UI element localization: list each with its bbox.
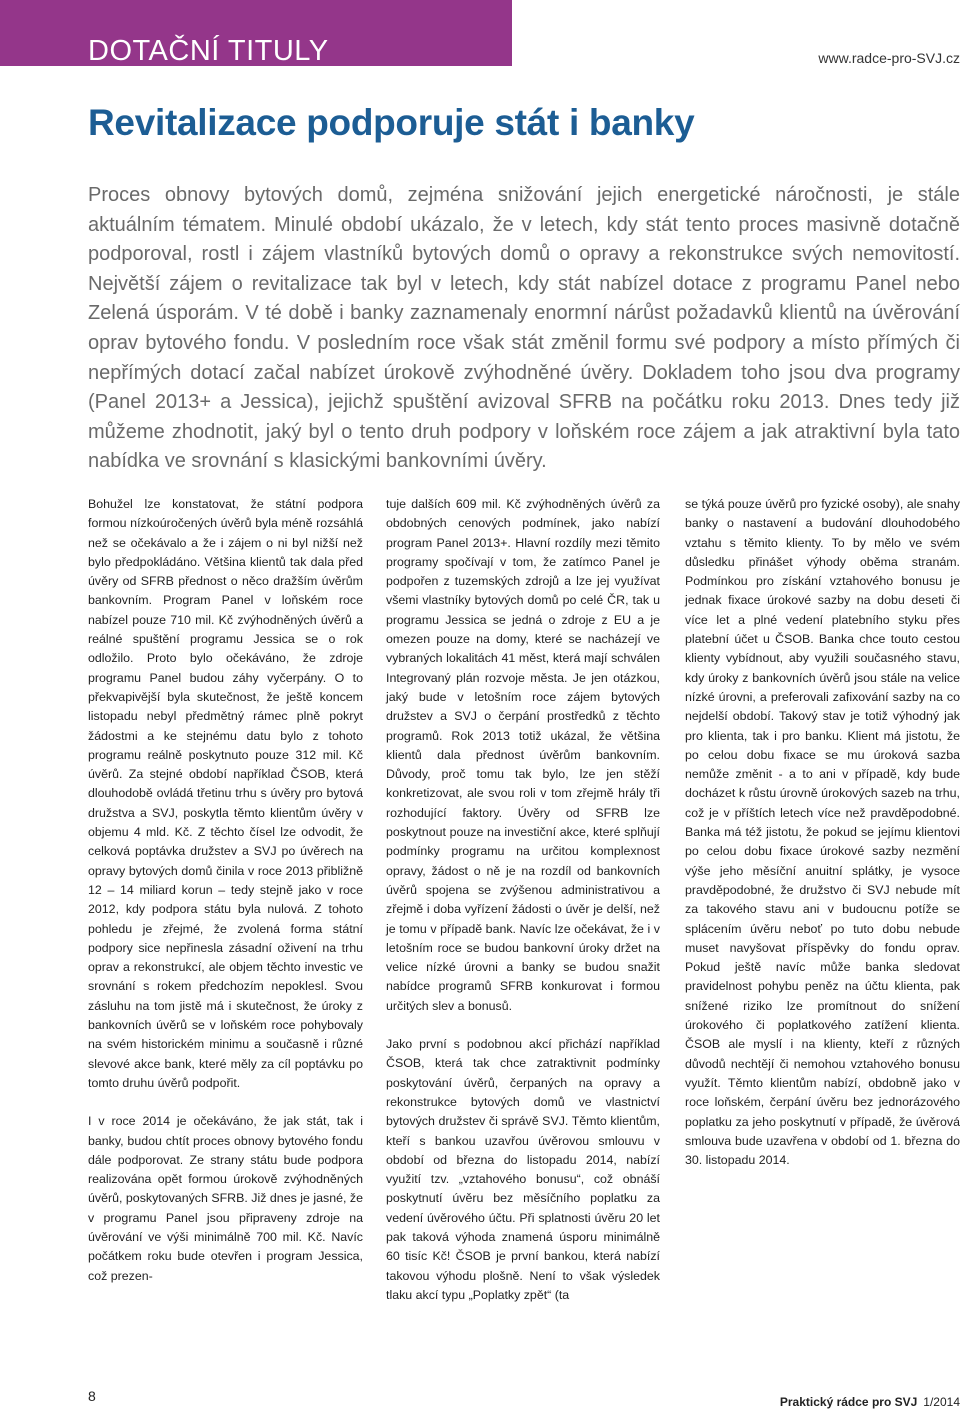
- publication-footer: [780, 1395, 960, 1409]
- lead-sentence: V té době i banky zaznamenaly enormní nárůst požadavků klientů na úvěrování oprav bytového fondu.: [88, 302, 960, 354]
- publication-name: Praktický rádce pro SVJ: [779, 1395, 918, 1409]
- lead-sentence: V posledním roce však stát změnil formu své podpory a místo přímých či nepřímých dotací začal nabízet úrokově zvýhodněné úvěry.: [88, 331, 960, 384]
- article-lead: [88, 181, 960, 477]
- lead-sentence: Dnes tedy již můžeme zhodnotit, jaký byl o tento druh podpory v loňském roce zájem a jak atraktivní byla tato nabídka ve srovnání s klasickými bankovními úvěry.: [88, 391, 960, 473]
- lead-sentence: Dokladem toho jsou dva programy (Panel 2013+ a Jessica), jejichž spuštění avizoval SFRB na počátku roku 2013.: [88, 361, 960, 414]
- paragraph: I v roce 2014 je očekáváno, že jak stát, tak i banky, budou chtít proces obnovy bytového fondu dále podporovat. Ze strany státu bude podpora realizována opět formou úrokově zvýhodněných úvěrů, poskytovaných SFRB. Již dnes je jasné, že v programu Panel jsou připraveny zdroje na úvěrování ve výši minimálně 700 mil. Kč. Navíc počátkem roku bude otevřen i program Jessica, což prezen-: [88, 1114, 363, 1283]
- page-number: 8: [88, 1388, 96, 1404]
- website-url[interactable]: www.radce-pro-SVJ.cz: [818, 50, 960, 66]
- paragraph: Bohužel lze konstatovat, že státní podpora formou nízkoúročených úvěrů byla méně rozsáhlá než se očekávalo a že i zájem o ni byl nižší než bylo předpokládáno. Většina klientů tak dala před úvěry od SFRB přednost o něco dražším úvěrům bankovním. Program Panel v loňském roce nabízel pouze 710 mil. Kč zvýhodněných úvěrů a reálné spuštění programu Jessica se o rok odložilo. Proto bylo očekáváno, že zdroje programu Panel budou záhy vyčerpány. O to překvapivější byla skutečnost, že ještě koncem listopadu nebyl předmětný rámec plně pokryt žádostmi a ke stejnému datu bylo z tohoto programu reálně poskytnuto pouze 312 mil. Kč úvěrů. Za stejné období například ČSOB, která dlouhodobě ovládá třetinu trhu s úvěry pro bytová družstva a SVJ, poskytla těmto klientům úvěry v objemu 4 mld. Kč. Z těchto čísel lze odvodit, že celková poptávka družstev a SVJ po úvěrech na opravy bytových domů činila v roce 2013 přibližně 12 – 14 miliard korun – tedy stejně jako v roce 2012, kdy podpora státu byla nulová. Z tohoto pohledu je zřejmé, že zvolená forma státní podpory sice nepřinesla zásadní oživení na trhu oprav a rekonstrukcí, ale objem těchto investic ve srovnání s rokem předchozím nepoklesl. Svou zásluhu na tom jistě má i skutečnost, že úroky z bankovních úvěrů se v loňském roce pohybovaly na svém historickém minimu a současně i různé slevové akce bank, které měly za cíl poptávku po tomto druhu úvěrů podpořit.: [88, 497, 363, 1090]
- paragraph: Jako první s podobnou akcí přichází například ČSOB, která tak chce zatraktivnit podmínky poskytování úvěrů, čerpaných na opravy a rekonstrukce bytových domů ve vlastnictví bytových družstev či správě SVJ. Těmto klientům, kteří s bankou uzavřou úvěrovou smlouvu v období od března do listopadu 2014, nabízí využití tzv. „vztahového bonusu“, což obnáší poskytnutí úvěru bez měsíčního poplatku za vedení úvěrového účtu. Při splatnosti úvěru 20 let pak taková výhoda znamená úsporu minimálně 60 tisíc Kč! ČSOB je první bankou, která nabízí takovou výhodu plošně. Není to však výsledek tlaku akcí typu „Poplatky zpět“ (ta: [386, 1037, 660, 1302]
- body-column-2: [386, 495, 660, 1305]
- lead-sentence: Proces obnovy bytových domů, zejména snižování jejich energetické náročnosti, je stále aktuálním tématem.: [88, 184, 960, 236]
- issue-number: 1/2014: [923, 1395, 960, 1409]
- body-column-3: [685, 495, 960, 1170]
- paragraph: se týká pouze úvěrů pro fyzické osoby), ale snahy banky o nastavení a budování dlouhodobého vztahu s těmito klienty. To by mělo ve svém důsledku přinášet výhody oběma stranám. Podmínkou pro získání vztahového bonusu je jednak fixace úrokové sazby na dobu deseti či více let a plné vedení platebního styku přes platební účet u ČSOB. Banka chce touto cestou klienty vybídnout, aby využili současného stavu, kdy úroky z bankovních úvěrů jsou stále na velice nízké úrovni, a preferovali zafixování sazby na co nejdelší období. Takový stav je totiž výhodný jak pro klienta, tak i pro banku. Klient má jistotu, že po celou dobu fixace se mu úroková sazba nemůže změnit - a to ani v případě, kdy bude docházet k růstu úrovně úrokových sazeb na trhu, což je v příštích letech více než pravděpodobné. Banka má též jistotu, že pokud se jejímu klientovi po celou dobu fixace úrokové sazby nezmění výše jeho měsíční anuitní splátky, je vysoce pravděpodobné, že družstvo či SVJ nebude mít za takového stavu ani v budoucnu potíže se splácením úvěru neboť po tuto dobu nebude muset navyšovat příspěvky do fondu oprav. Pokud ještě navíc může banka sledovat pravidelnost pohybu peněz na účtu klienta, pak snížené riziko lze promítnout do snížení úrokového či poplatkového zatížení klienta. ČSOB ale myslí i na klienty, kteří z různých důvodů nechtějí či nemohou vztahového bonusu využít. Těmto klientům nabízí, obdobně jako v roce loňském, čerpání úvěru bez jednorázového poplatku za jeho poskytnutí v případě, že úvěrová smlouva bude uzavřena v období od 1. března do 30. listopadu 2014.: [685, 497, 960, 1168]
- article-headline: Revitalizace podporuje stát i banky: [88, 102, 695, 143]
- paragraph: tuje dalších 609 mil. Kč zvýhodněných úvěrů za obdobných cenových podmínek, jako nabízí program Panel 2013+. Hlavní rozdíly mezi těmito programy spočívají v tom, že zatímco Panel je podpořen z tuzemských zdrojů a lze jej využívat všemi vlastníky bytových domů po celé ČR, tak u programu Jessica se jedná o zdroje z EU a je omezen pouze na domy, které se nacházejí ve vybraných lokalitách 41 měst, která mají schválen Integrovaný plán rozvoje města. Je jen otázkou, jaký bude v letošním roce zájem bytových družstev a SVJ o čerpání prostředků z těchto programů. Rok 2013 totiž ukázal, že většina klientů dala přednost úvěrům bankovním. Důvody, proč tomu tak bylo, lze jen stěží konkretizovat, ale svou roli v tom zřejmě hrály tři rozhodující faktory. Úvěry od SFRB lze poskytnout pouze na investiční akce, které splňují podmínky programu na určitou komplexnost opravy, žádost o ně je na rozdíl od bankovních úvěrů spojena se zvýšenou administrativou a zřejmě i doba vyřízení žádosti o úvěr je delší, než je tomu v případě bank. Navíc lze očekávat, že i v letošním roce se budou bankovní úroky držet na velice nízké úrovni a banky se budou snažit nabídce programů SFRB konkurovat i formou určitých slev a bonusů.: [386, 497, 660, 1013]
- section-title: DOTAČNÍ TITULY: [88, 35, 329, 67]
- body-column-1: [88, 495, 363, 1286]
- lead-sentence: Minulé období ukázalo, že v letech, kdy stát tento proces masivně dotačně podporoval, rostl i zájem vlastníků bytových domů o opravy a rekonstrukce svých nemovitostí.: [88, 213, 960, 266]
- lead-sentence: Největší zájem o revitalizace tak byl v letech, kdy stát nabízel dotace z programu Panel nebo Zelená úsporám.: [88, 272, 960, 325]
